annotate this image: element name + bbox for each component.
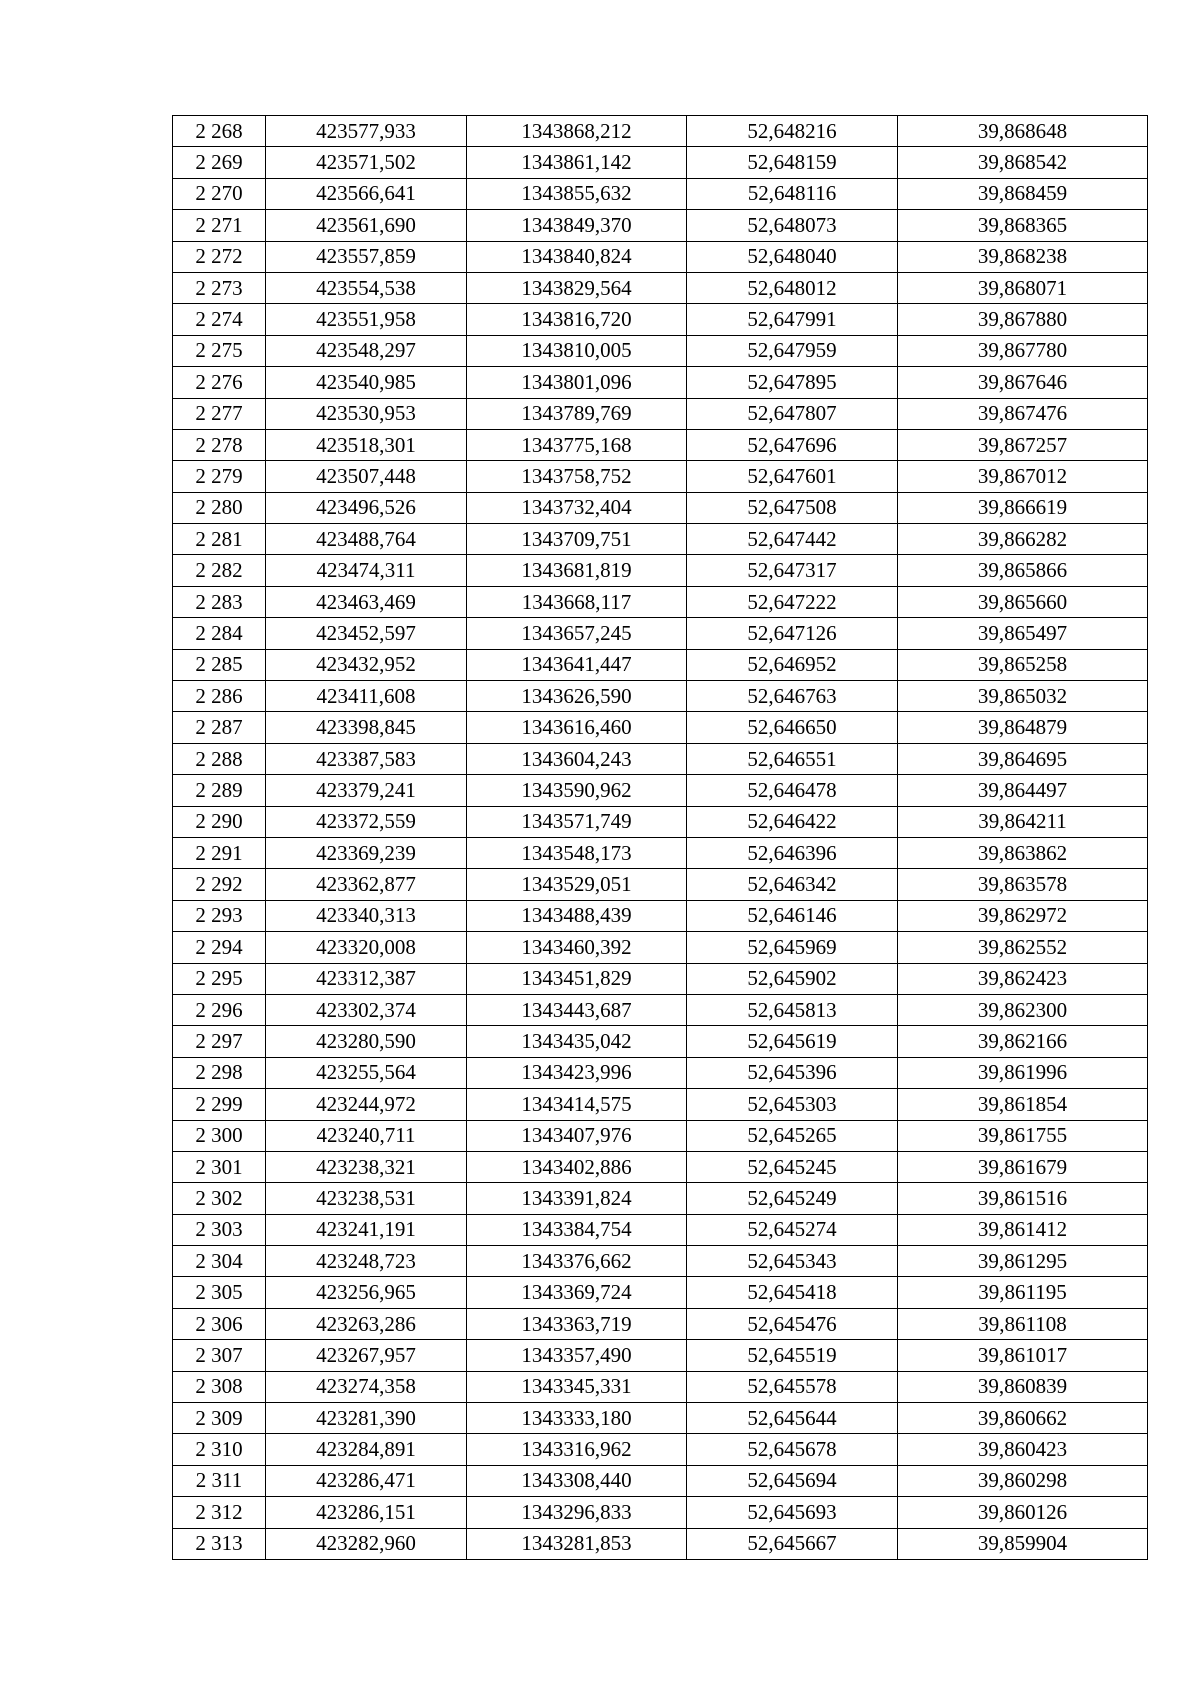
table-row: [173, 1497, 1148, 1528]
table-row: [173, 1089, 1148, 1120]
latitude-cell: 52,645519: [687, 1340, 898, 1371]
x-coordinate-cell: 423240,711: [266, 1120, 467, 1151]
y-coordinate-cell: 1343345,331: [467, 1371, 687, 1402]
point-number-cell: 2 291: [173, 837, 266, 868]
latitude-cell: 52,645274: [687, 1214, 898, 1245]
longitude-cell: 39,867880: [898, 304, 1148, 335]
latitude-cell: 52,648073: [687, 210, 898, 241]
y-coordinate-cell: 1343641,447: [467, 649, 687, 680]
longitude-cell: 39,867476: [898, 398, 1148, 429]
point-number-cell: 2 284: [173, 618, 266, 649]
y-coordinate-cell: 1343460,392: [467, 932, 687, 963]
x-coordinate-cell: 423551,958: [266, 304, 467, 335]
longitude-cell: 39,860423: [898, 1434, 1148, 1465]
latitude-cell: 52,645396: [687, 1057, 898, 1088]
longitude-cell: 39,861017: [898, 1340, 1148, 1371]
longitude-cell: 39,867646: [898, 367, 1148, 398]
y-coordinate-cell: 1343363,719: [467, 1308, 687, 1339]
latitude-cell: 52,647696: [687, 429, 898, 460]
table-row: [173, 461, 1148, 492]
x-coordinate-cell: 423320,008: [266, 932, 467, 963]
latitude-cell: 52,645619: [687, 1026, 898, 1057]
latitude-cell: 52,647959: [687, 335, 898, 366]
table-row: [173, 335, 1148, 366]
y-coordinate-cell: 1343616,460: [467, 712, 687, 743]
point-number-cell: 2 278: [173, 429, 266, 460]
table-row: [173, 492, 1148, 523]
longitude-cell: 39,861755: [898, 1120, 1148, 1151]
latitude-cell: 52,645245: [687, 1151, 898, 1182]
x-coordinate-cell: 423474,311: [266, 555, 467, 586]
x-coordinate-cell: 423312,387: [266, 963, 467, 994]
table-row: [173, 994, 1148, 1025]
x-coordinate-cell: 423284,891: [266, 1434, 467, 1465]
point-number-cell: 2 303: [173, 1214, 266, 1245]
point-number-cell: 2 295: [173, 963, 266, 994]
point-number-cell: 2 274: [173, 304, 266, 335]
latitude-cell: 52,647442: [687, 524, 898, 555]
y-coordinate-cell: 1343391,824: [467, 1183, 687, 1214]
y-coordinate-cell: 1343548,173: [467, 837, 687, 868]
point-number-cell: 2 285: [173, 649, 266, 680]
x-coordinate-cell: 423263,286: [266, 1308, 467, 1339]
longitude-cell: 39,860839: [898, 1371, 1148, 1402]
longitude-cell: 39,866282: [898, 524, 1148, 555]
y-coordinate-cell: 1343402,886: [467, 1151, 687, 1182]
latitude-cell: 52,645694: [687, 1465, 898, 1496]
point-number-cell: 2 301: [173, 1151, 266, 1182]
table-row: [173, 367, 1148, 398]
latitude-cell: 52,647895: [687, 367, 898, 398]
latitude-cell: 52,645678: [687, 1434, 898, 1465]
y-coordinate-cell: 1343333,180: [467, 1403, 687, 1434]
x-coordinate-cell: 423571,502: [266, 147, 467, 178]
y-coordinate-cell: 1343571,749: [467, 806, 687, 837]
latitude-cell: 52,648040: [687, 241, 898, 272]
table-row: [173, 1434, 1148, 1465]
y-coordinate-cell: 1343829,564: [467, 272, 687, 303]
x-coordinate-cell: 423244,972: [266, 1089, 467, 1120]
longitude-cell: 39,865258: [898, 649, 1148, 680]
point-number-cell: 2 269: [173, 147, 266, 178]
longitude-cell: 39,861195: [898, 1277, 1148, 1308]
x-coordinate-cell: 423463,469: [266, 586, 467, 617]
point-number-cell: 2 312: [173, 1497, 266, 1528]
point-number-cell: 2 304: [173, 1246, 266, 1277]
table-row: [173, 1403, 1148, 1434]
longitude-cell: 39,862972: [898, 900, 1148, 931]
latitude-cell: 52,646952: [687, 649, 898, 680]
point-number-cell: 2 283: [173, 586, 266, 617]
y-coordinate-cell: 1343451,829: [467, 963, 687, 994]
latitude-cell: 52,645303: [687, 1089, 898, 1120]
latitude-cell: 52,648159: [687, 147, 898, 178]
x-coordinate-cell: 423282,960: [266, 1528, 467, 1559]
latitude-cell: 52,645418: [687, 1277, 898, 1308]
x-coordinate-cell: 423387,583: [266, 743, 467, 774]
point-number-cell: 2 275: [173, 335, 266, 366]
point-number-cell: 2 298: [173, 1057, 266, 1088]
point-number-cell: 2 288: [173, 743, 266, 774]
point-number-cell: 2 272: [173, 241, 266, 272]
point-number-cell: 2 286: [173, 681, 266, 712]
table-row: [173, 1371, 1148, 1402]
point-number-cell: 2 306: [173, 1308, 266, 1339]
point-number-cell: 2 299: [173, 1089, 266, 1120]
x-coordinate-cell: 423340,313: [266, 900, 467, 931]
point-number-cell: 2 268: [173, 116, 266, 147]
point-number-cell: 2 302: [173, 1183, 266, 1214]
point-number-cell: 2 307: [173, 1340, 266, 1371]
y-coordinate-cell: 1343709,751: [467, 524, 687, 555]
longitude-cell: 39,862423: [898, 963, 1148, 994]
latitude-cell: 52,645578: [687, 1371, 898, 1402]
longitude-cell: 39,868365: [898, 210, 1148, 241]
y-coordinate-cell: 1343357,490: [467, 1340, 687, 1371]
latitude-cell: 52,646551: [687, 743, 898, 774]
point-number-cell: 2 292: [173, 869, 266, 900]
y-coordinate-cell: 1343668,117: [467, 586, 687, 617]
table-row: [173, 1026, 1148, 1057]
x-coordinate-cell: 423238,531: [266, 1183, 467, 1214]
point-number-cell: 2 308: [173, 1371, 266, 1402]
latitude-cell: 52,647991: [687, 304, 898, 335]
x-coordinate-cell: 423432,952: [266, 649, 467, 680]
latitude-cell: 52,645644: [687, 1403, 898, 1434]
y-coordinate-cell: 1343308,440: [467, 1465, 687, 1496]
x-coordinate-cell: 423452,597: [266, 618, 467, 649]
x-coordinate-cell: 423507,448: [266, 461, 467, 492]
longitude-cell: 39,862552: [898, 932, 1148, 963]
x-coordinate-cell: 423530,953: [266, 398, 467, 429]
longitude-cell: 39,868648: [898, 116, 1148, 147]
latitude-cell: 52,645476: [687, 1308, 898, 1339]
point-number-cell: 2 279: [173, 461, 266, 492]
x-coordinate-cell: 423281,390: [266, 1403, 467, 1434]
x-coordinate-cell: 423561,690: [266, 210, 467, 241]
y-coordinate-cell: 1343816,720: [467, 304, 687, 335]
point-number-cell: 2 296: [173, 994, 266, 1025]
longitude-cell: 39,861412: [898, 1214, 1148, 1245]
table-row: [173, 429, 1148, 460]
latitude-cell: 52,647222: [687, 586, 898, 617]
x-coordinate-cell: 423398,845: [266, 712, 467, 743]
longitude-cell: 39,867012: [898, 461, 1148, 492]
y-coordinate-cell: 1343840,824: [467, 241, 687, 272]
x-coordinate-cell: 423255,564: [266, 1057, 467, 1088]
coordinates-table: [172, 115, 1148, 1560]
table-row: [173, 398, 1148, 429]
table-row: [173, 272, 1148, 303]
latitude-cell: 52,646650: [687, 712, 898, 743]
table-row: [173, 900, 1148, 931]
longitude-cell: 39,864497: [898, 775, 1148, 806]
y-coordinate-cell: 1343810,005: [467, 335, 687, 366]
latitude-cell: 52,646422: [687, 806, 898, 837]
y-coordinate-cell: 1343801,096: [467, 367, 687, 398]
point-number-cell: 2 294: [173, 932, 266, 963]
latitude-cell: 52,645693: [687, 1497, 898, 1528]
longitude-cell: 39,866619: [898, 492, 1148, 523]
point-number-cell: 2 280: [173, 492, 266, 523]
table-row: [173, 1246, 1148, 1277]
y-coordinate-cell: 1343296,833: [467, 1497, 687, 1528]
y-coordinate-cell: 1343868,212: [467, 116, 687, 147]
table-row: [173, 743, 1148, 774]
x-coordinate-cell: 423496,526: [266, 492, 467, 523]
latitude-cell: 52,647807: [687, 398, 898, 429]
point-number-cell: 2 281: [173, 524, 266, 555]
point-number-cell: 2 282: [173, 555, 266, 586]
x-coordinate-cell: 423280,590: [266, 1026, 467, 1057]
latitude-cell: 52,645902: [687, 963, 898, 994]
y-coordinate-cell: 1343732,404: [467, 492, 687, 523]
table-row: [173, 304, 1148, 335]
longitude-cell: 39,863862: [898, 837, 1148, 868]
point-number-cell: 2 313: [173, 1528, 266, 1559]
table-row: [173, 806, 1148, 837]
longitude-cell: 39,862300: [898, 994, 1148, 1025]
longitude-cell: 39,861679: [898, 1151, 1148, 1182]
x-coordinate-cell: 423379,241: [266, 775, 467, 806]
y-coordinate-cell: 1343861,142: [467, 147, 687, 178]
table-row: [173, 681, 1148, 712]
point-number-cell: 2 290: [173, 806, 266, 837]
longitude-cell: 39,865660: [898, 586, 1148, 617]
point-number-cell: 2 287: [173, 712, 266, 743]
x-coordinate-cell: 423488,764: [266, 524, 467, 555]
table-row: [173, 1151, 1148, 1182]
table-row: [173, 116, 1148, 147]
y-coordinate-cell: 1343435,042: [467, 1026, 687, 1057]
y-coordinate-cell: 1343626,590: [467, 681, 687, 712]
longitude-cell: 39,859904: [898, 1528, 1148, 1559]
table-row: [173, 555, 1148, 586]
x-coordinate-cell: 423577,933: [266, 116, 467, 147]
table-row: [173, 241, 1148, 272]
longitude-cell: 39,862166: [898, 1026, 1148, 1057]
point-number-cell: 2 311: [173, 1465, 266, 1496]
latitude-cell: 52,645249: [687, 1183, 898, 1214]
y-coordinate-cell: 1343775,168: [467, 429, 687, 460]
y-coordinate-cell: 1343384,754: [467, 1214, 687, 1245]
table-row: [173, 837, 1148, 868]
latitude-cell: 52,647508: [687, 492, 898, 523]
x-coordinate-cell: 423267,957: [266, 1340, 467, 1371]
y-coordinate-cell: 1343443,687: [467, 994, 687, 1025]
x-coordinate-cell: 423540,985: [266, 367, 467, 398]
latitude-cell: 52,645265: [687, 1120, 898, 1151]
point-number-cell: 2 310: [173, 1434, 266, 1465]
latitude-cell: 52,648116: [687, 178, 898, 209]
latitude-cell: 52,646763: [687, 681, 898, 712]
table-row: [173, 775, 1148, 806]
latitude-cell: 52,648012: [687, 272, 898, 303]
longitude-cell: 39,861516: [898, 1183, 1148, 1214]
longitude-cell: 39,864879: [898, 712, 1148, 743]
longitude-cell: 39,867780: [898, 335, 1148, 366]
y-coordinate-cell: 1343849,370: [467, 210, 687, 241]
y-coordinate-cell: 1343488,439: [467, 900, 687, 931]
x-coordinate-cell: 423369,239: [266, 837, 467, 868]
y-coordinate-cell: 1343423,996: [467, 1057, 687, 1088]
y-coordinate-cell: 1343414,575: [467, 1089, 687, 1120]
table-row: [173, 178, 1148, 209]
longitude-cell: 39,868238: [898, 241, 1148, 272]
longitude-cell: 39,861996: [898, 1057, 1148, 1088]
y-coordinate-cell: 1343376,662: [467, 1246, 687, 1277]
latitude-cell: 52,645813: [687, 994, 898, 1025]
longitude-cell: 39,865032: [898, 681, 1148, 712]
latitude-cell: 52,645343: [687, 1246, 898, 1277]
longitude-cell: 39,865866: [898, 555, 1148, 586]
table-row: [173, 1340, 1148, 1371]
longitude-cell: 39,864211: [898, 806, 1148, 837]
table-row: [173, 618, 1148, 649]
table-row: [173, 932, 1148, 963]
longitude-cell: 39,863578: [898, 869, 1148, 900]
table-row: [173, 524, 1148, 555]
table-row: [173, 1277, 1148, 1308]
longitude-cell: 39,865497: [898, 618, 1148, 649]
latitude-cell: 52,648216: [687, 116, 898, 147]
y-coordinate-cell: 1343681,819: [467, 555, 687, 586]
x-coordinate-cell: 423548,297: [266, 335, 467, 366]
x-coordinate-cell: 423274,358: [266, 1371, 467, 1402]
latitude-cell: 52,647126: [687, 618, 898, 649]
table-row: [173, 586, 1148, 617]
longitude-cell: 39,864695: [898, 743, 1148, 774]
y-coordinate-cell: 1343657,245: [467, 618, 687, 649]
latitude-cell: 52,646146: [687, 900, 898, 931]
x-coordinate-cell: 423362,877: [266, 869, 467, 900]
longitude-cell: 39,861295: [898, 1246, 1148, 1277]
latitude-cell: 52,646342: [687, 869, 898, 900]
longitude-cell: 39,860662: [898, 1403, 1148, 1434]
x-coordinate-cell: 423302,374: [266, 994, 467, 1025]
y-coordinate-cell: 1343281,853: [467, 1528, 687, 1559]
x-coordinate-cell: 423286,471: [266, 1465, 467, 1496]
latitude-cell: 52,645969: [687, 932, 898, 963]
longitude-cell: 39,867257: [898, 429, 1148, 460]
longitude-cell: 39,860126: [898, 1497, 1148, 1528]
x-coordinate-cell: 423372,559: [266, 806, 467, 837]
y-coordinate-cell: 1343407,976: [467, 1120, 687, 1151]
latitude-cell: 52,647317: [687, 555, 898, 586]
table-row: [173, 1057, 1148, 1088]
y-coordinate-cell: 1343529,051: [467, 869, 687, 900]
table-row: [173, 963, 1148, 994]
longitude-cell: 39,868071: [898, 272, 1148, 303]
point-number-cell: 2 297: [173, 1026, 266, 1057]
coordinates-table-body: [173, 116, 1148, 1560]
longitude-cell: 39,860298: [898, 1465, 1148, 1496]
point-number-cell: 2 270: [173, 178, 266, 209]
y-coordinate-cell: 1343758,752: [467, 461, 687, 492]
x-coordinate-cell: 423518,301: [266, 429, 467, 460]
x-coordinate-cell: 423557,859: [266, 241, 467, 272]
point-number-cell: 2 309: [173, 1403, 266, 1434]
longitude-cell: 39,868459: [898, 178, 1148, 209]
longitude-cell: 39,861108: [898, 1308, 1148, 1339]
table-row: [173, 210, 1148, 241]
latitude-cell: 52,646396: [687, 837, 898, 868]
table-row: [173, 1308, 1148, 1339]
y-coordinate-cell: 1343590,962: [467, 775, 687, 806]
table-row: [173, 1528, 1148, 1559]
y-coordinate-cell: 1343604,243: [467, 743, 687, 774]
table-row: [173, 1214, 1148, 1245]
point-number-cell: 2 305: [173, 1277, 266, 1308]
y-coordinate-cell: 1343316,962: [467, 1434, 687, 1465]
table-row: [173, 649, 1148, 680]
x-coordinate-cell: 423238,321: [266, 1151, 467, 1182]
y-coordinate-cell: 1343369,724: [467, 1277, 687, 1308]
table-row: [173, 1465, 1148, 1496]
point-number-cell: 2 293: [173, 900, 266, 931]
latitude-cell: 52,646478: [687, 775, 898, 806]
y-coordinate-cell: 1343855,632: [467, 178, 687, 209]
table-row: [173, 147, 1148, 178]
x-coordinate-cell: 423566,641: [266, 178, 467, 209]
table-row: [173, 1183, 1148, 1214]
latitude-cell: 52,647601: [687, 461, 898, 492]
y-coordinate-cell: 1343789,769: [467, 398, 687, 429]
longitude-cell: 39,861854: [898, 1089, 1148, 1120]
point-number-cell: 2 276: [173, 367, 266, 398]
table-row: [173, 1120, 1148, 1151]
point-number-cell: 2 277: [173, 398, 266, 429]
point-number-cell: 2 300: [173, 1120, 266, 1151]
x-coordinate-cell: 423241,191: [266, 1214, 467, 1245]
table-row: [173, 869, 1148, 900]
x-coordinate-cell: 423411,608: [266, 681, 467, 712]
longitude-cell: 39,868542: [898, 147, 1148, 178]
table-row: [173, 712, 1148, 743]
point-number-cell: 2 289: [173, 775, 266, 806]
x-coordinate-cell: 423248,723: [266, 1246, 467, 1277]
point-number-cell: 2 271: [173, 210, 266, 241]
x-coordinate-cell: 423554,538: [266, 272, 467, 303]
x-coordinate-cell: 423256,965: [266, 1277, 467, 1308]
x-coordinate-cell: 423286,151: [266, 1497, 467, 1528]
point-number-cell: 2 273: [173, 272, 266, 303]
latitude-cell: 52,645667: [687, 1528, 898, 1559]
